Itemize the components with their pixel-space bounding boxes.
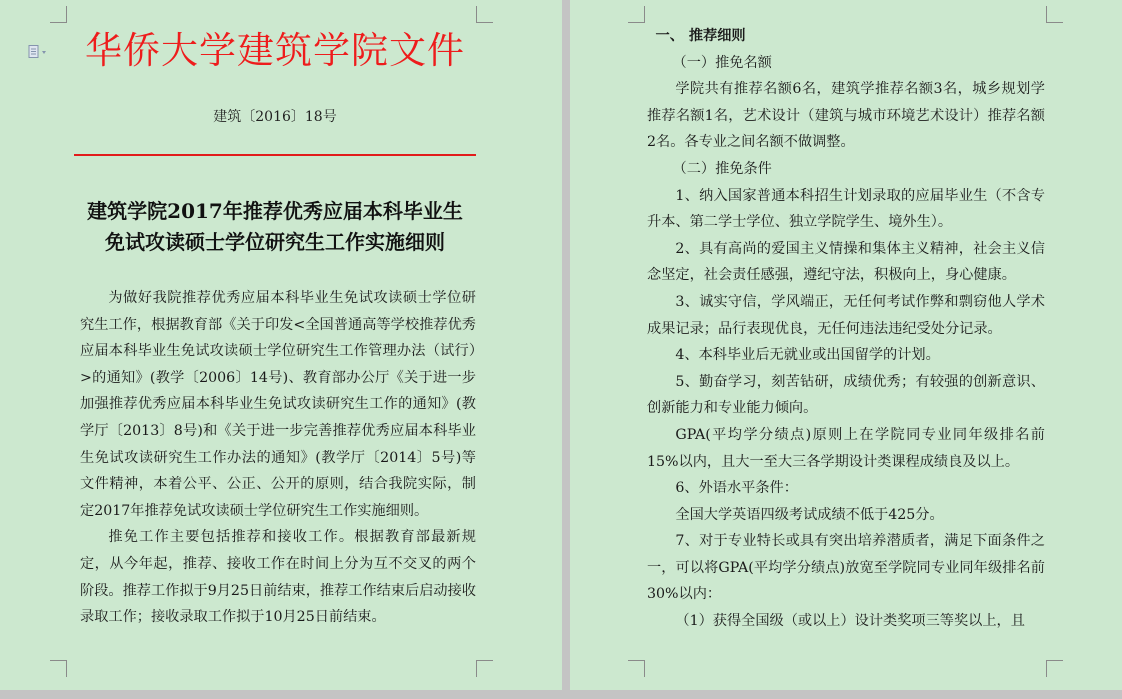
condition-item: 6、外语水平条件： [675,480,798,497]
document-header-title: 华侨大学建筑学院文件 [85,29,465,72]
subsection-heading: （二）推免条件 [672,160,772,177]
body-paragraph: 推免工作主要包括推荐和接收工作。根据教育部最新规定，从今年起，推荐、接收工作在时间上分为互不交叉的两个阶段。推荐工作拟于9月25日前结束，推荐工作结束后启动接收录取工作；接收录取工作拟于10月25日前结束。 [80,529,476,626]
margin-corner-mark [50,660,67,677]
condition-item: 1、纳入国家普通本科招生计划录取的应届毕业生（不含专升本、第二学士学位、独立学院学生、境外生）。 [647,187,1045,231]
condition-item: 7、对于专业特长或具有突出培养潜质者，满足下面条件之一，可以将GPA(平均学分绩点)放宽至学院同专业同年级排名前30%以内： [647,533,1045,603]
condition-item: 全国大学英语四级考试成绩不低于425分。 [675,506,944,523]
margin-corner-mark [1046,660,1063,677]
condition-item: 4、本科毕业后无就业或出国留学的计划。 [675,347,940,364]
condition-item: 2、具有高尚的爱国主义情操和集体主义精神，社会主义信念坚定，社会责任感强，遵纪守法，积极向上，身心健康。 [647,240,1045,284]
document-title-line: 免试攻读硕士学位研究生工作实施细则 [105,230,445,254]
document-page-left [0,0,562,690]
subsection-heading: （一）推免名额 [672,54,772,71]
margin-corner-mark [476,6,493,23]
body-paragraph: 为做好我院推荐优秀应届本科毕业生免试攻读硕士学位研究生工作，根据教育部《关于印发<全国普通高等学校推荐优秀应届本科毕业生免试攻读硕士学位研究生工作管理办法（试行）>的通知》(教学〔2006〕14号)、教育部办公厅《关于进一步加强推荐优秀应届本科毕业生免试攻读研究生工作的通知》(教学厅〔2013〕8号)和《关于进一步完善推荐优秀应届本科毕业生免试攻读研究生工作办法的通知》(教学厅〔2014〕5号)等文件精神，本着公平、公正、公开的原则，结合我院实际，制定2017年推荐免试攻读硕士学位研究生工作实施细则。 [80,290,476,519]
margin-corner-mark [628,660,645,677]
condition-item: 5、勤奋学习，刻苦钻研，成绩优秀；有较强的创新意识、创新能力和专业能力倾向。 [647,373,1045,417]
condition-item: 3、诚实守信，学风端正，无任何考试作弊和剽窃他人学术成果记录；品行表现优良，无任何违法违纪受处分记录。 [647,293,1045,337]
margin-corner-mark [50,6,67,23]
body-paragraph: 学院共有推荐名额6名，建筑学推荐名额3名，城乡规划学推荐名额1名，艺术设计（建筑与城市环境艺术设计）推荐名额2名。各专业之间名额不做调整。 [647,81,1045,151]
document-title [74,196,476,258]
margin-corner-mark [1046,6,1063,23]
header-divider [74,154,476,156]
condition-item: GPA(平均学分绩点)原则上在学院同专业同年级排名前15%以内，且大一至大三各学期设计类课程成绩良及以上。 [647,426,1045,470]
document-body-right [647,23,1045,635]
document-body [80,285,476,631]
document-number: 建筑〔2016〕18号 [213,109,337,125]
document-icon[interactable] [28,44,48,58]
section-heading: 一、 推荐细则 [655,28,746,44]
document-title-line: 建筑学院2017年推荐优秀应届本科毕业生 [87,199,463,223]
condition-item: （1）获得全国级（或以上）设计类奖项三等奖以上，且 [675,613,1025,630]
margin-corner-mark [476,660,493,677]
margin-corner-mark [628,6,645,23]
